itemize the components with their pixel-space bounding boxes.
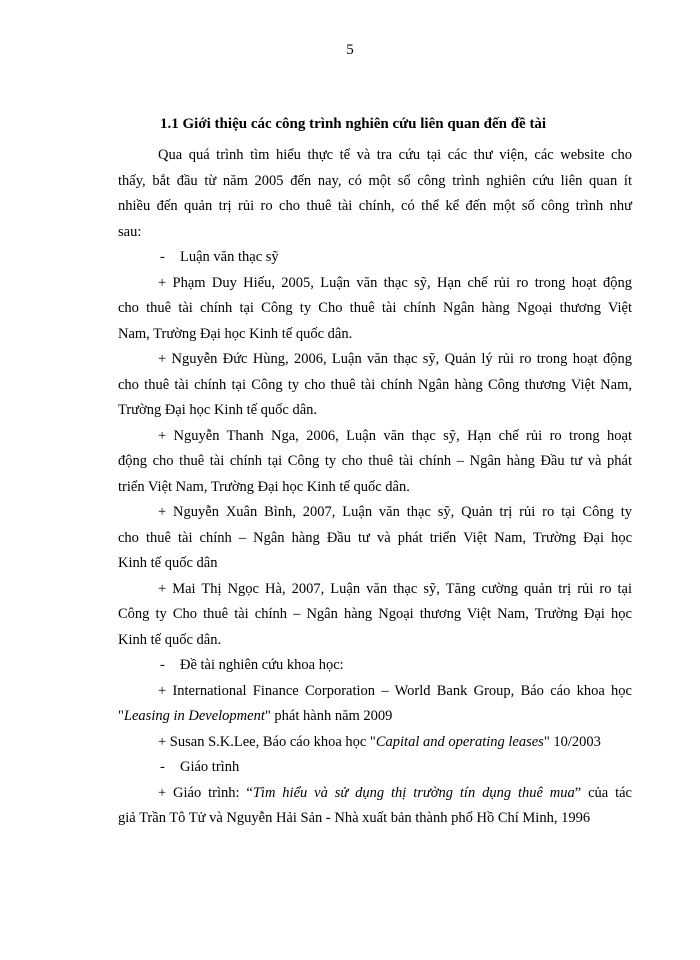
document-body xyxy=(118,143,632,832)
thesis-1-line-2: cho thuê tài chính tại Công ty Cho thuê tài chính Ngân hàng Ngoại thương Việt xyxy=(118,300,632,316)
thesis-4-line-2: cho thuê tài chính – Ngân hàng Đầu tư và phát triển Việt Nam, Trường Đại học xyxy=(118,529,632,546)
research-1-suffix: " phát hành năm 2009 xyxy=(264,708,393,724)
research-1-line-1: + International Finance Corporation – World Bank Group, Báo cáo khoa học xyxy=(158,682,632,699)
intro-line-3: nhiều đến quản trị rủi ro cho thuê tài chính, có thể kể đến một số công trình như xyxy=(118,198,632,214)
thesis-3-line-2: động cho thuê tài chính tại Công ty cho thuê tài chính – Ngân hàng Đầu tư và phát xyxy=(118,453,632,469)
textbook-line-1 xyxy=(118,781,632,807)
section-textbook xyxy=(118,755,632,781)
textbook-line-2: giả Trần Tô Tử và Nguyễn Hải Sản - Nhà xuất bản thành phố Hồ Chí Minh, 1996 xyxy=(118,810,591,826)
textbook-suffix: ” của tác xyxy=(574,784,632,801)
research-2-prefix: + Susan S.K.Lee, Báo cáo khoa học " xyxy=(158,733,376,750)
research-1-line-2 xyxy=(118,704,632,730)
research-1-title: Leasing in Development xyxy=(123,708,265,724)
section-textbook-label: Giáo trình xyxy=(180,759,240,775)
quote-open: " xyxy=(118,708,124,724)
thesis-2-line-1: + Nguyễn Đức Hùng, 2006, Luận văn thạc sỹ, Quản lý rủi ro trong hoạt động xyxy=(158,351,632,367)
section-research xyxy=(118,653,632,679)
section-thesis-label: Luận văn thạc sỹ xyxy=(180,249,279,265)
research-2-line xyxy=(118,730,632,756)
dash-bullet: - xyxy=(160,249,165,265)
research-2-suffix: " 10/2003 xyxy=(543,733,601,750)
section-heading: 1.1 Giới thiệu các công trình nghiên cứu liên quan đến đề tài xyxy=(160,116,547,132)
thesis-1-line-3: Nam, Trường Đại học Kinh tế quốc dân. xyxy=(118,325,353,342)
section-thesis xyxy=(118,245,632,271)
intro-line-2: thấy, bắt đầu từ năm 2005 đến nay, có một số công trình nghiên cứu liên quan ít xyxy=(118,172,632,189)
thesis-3-line-3: triển Việt Nam, Trường Đại học Kinh tế quốc dân. xyxy=(118,478,410,495)
thesis-1-line-1: + Phạm Duy Hiếu, 2005, Luận văn thạc sỹ, Hạn chế rủi ro trong hoạt động xyxy=(158,274,632,291)
textbook-prefix: + Giáo trình: “ xyxy=(158,784,253,801)
thesis-5-line-2: Công ty Cho thuê tài chính – Ngân hàng Ngoại thương Việt Nam, Trường Đại học xyxy=(118,606,632,622)
intro-line-4: sau: xyxy=(118,223,142,240)
thesis-2-line-2: cho thuê tài chính tại Công ty cho thuê tài chính Ngân hàng Công thương Việt Nam, xyxy=(118,376,632,393)
thesis-2-line-3: Trường Đại học Kinh tế quốc dân. xyxy=(118,402,318,418)
dash-bullet: - xyxy=(160,657,165,673)
thesis-5-line-3: Kinh tế quốc dân. xyxy=(118,631,222,648)
thesis-4-line-1: + Nguyễn Xuân Bình, 2007, Luận văn thạc sỹ, Quản trị rủi ro tại Công ty xyxy=(158,504,632,520)
thesis-5-line-1: + Mai Thị Ngọc Hà, 2007, Luận văn thạc sỹ, Tăng cường quản trị rủi ro tại xyxy=(158,580,632,597)
section-research-label: Đề tài nghiên cứu khoa học: xyxy=(180,657,344,673)
thesis-4-line-3: Kinh tế quốc dân xyxy=(118,555,218,571)
intro-line-1: Qua quá trình tìm hiểu thực tế và tra cứu tại các thư viện, các website cho xyxy=(158,147,632,163)
dash-bullet: - xyxy=(160,759,165,775)
page-number: 5 xyxy=(346,42,354,58)
textbook-title: Tìm hiểu và sử dụng thị trường tín dụng thuê mua xyxy=(252,784,575,801)
research-2-title: Capital and operating leases xyxy=(375,733,544,750)
thesis-3-line-1: + Nguyễn Thanh Nga, 2006, Luận văn thạc sỹ, Hạn chế rủi ro trong hoạt xyxy=(158,427,632,444)
